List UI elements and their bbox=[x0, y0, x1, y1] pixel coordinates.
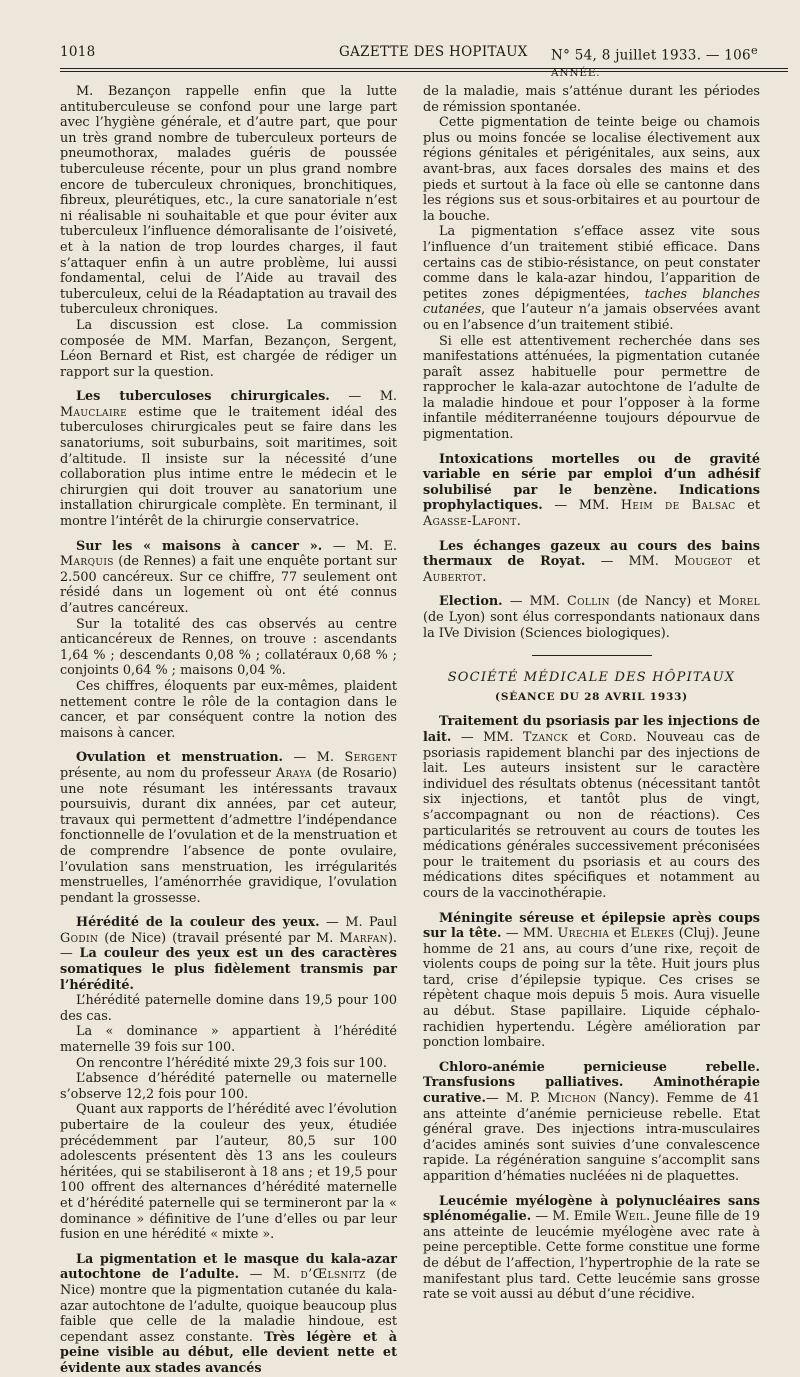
article-meningite: Méningite séreuse et épilepsie après coups sur la tête. — MM. Urechia et Elekes (Cluj). Jeune homme de 21 ans, au cours d’une rixe, reçoit de violents coups de poing sur la tête. Huit jours plus tard, crise d’épilepsie typique. Ces crises se répètent chaque mois depuis 5 mois. Aura visuelle au début. Stase papillaire. Liquide céphalo-rachidien hypertendu. Légère amélioration par ponction lombaire. bbox=[423, 910, 760, 1051]
article-echanges-gazeux: Les échanges gazeux au cours des bains thermaux de Royat. — MM. Mougeot et Aubertot. bbox=[423, 538, 760, 585]
right-column bbox=[423, 84, 760, 1303]
society-title: SOCIÉTÉ MÉDICALE DES HÔPITAUX bbox=[447, 670, 736, 686]
article-pigmentation-kala-azar: La pigmentation et le masque du kala-azar autochtone de l’adulte. — M. d’Œlsnitz (de Nice) montre que la pigmentation cutanée du kala-azar autochtone de l’adulte, quoique beaucoup plus faible que celle de la maladie hindoue, est cependant assez constante. Très légère et à peine visible au début, elle devient nette et évidente aux stades avancés bbox=[60, 1251, 398, 1376]
article-election: Election. — MM. Collin (de Nancy) et Morel (de Lyon) sont élus correspondants nationaux dans la IVe Division (Sciences biologiques). bbox=[423, 594, 760, 641]
article-intoxications: Intoxications mortelles ou de gravité variable en série par emploi d’un adhésif solubilisé par le benzène. Indications prophylactiques. — MM. Heim de Balsac et Agasse-Lafont. bbox=[423, 451, 760, 530]
paragraph: Quant aux rapports de l’hérédité avec l’évolution pubertaire de la couleur des yeux, étudiée précédemment par l’auteur, 80,5 sur 100 adolescents présentent dès 13 ans les couleurs héritées, qui se stabiliseront à 18 ans ; et 19,5 pour 100 offrent des alternances d’hérédité maternelle et d’hérédité paternelle qui se termineront par la « dominance » définitive de l’une d’elles ou par leur fusion en une hérédité « mixte ». bbox=[60, 1102, 397, 1243]
page-number: 1018 bbox=[60, 44, 96, 60]
journal-title: GAZETTE DES HOPITAUX bbox=[339, 44, 528, 60]
paragraph: On rencontre l’hérédité mixte 29,3 fois sur 100. bbox=[76, 1055, 387, 1071]
article-tuberculoses-chirurgicales: Les tuberculoses chirurgicales. — M. Mauclaire estime que le traitement idéal des tuberculoses chirurgicales peut se faire dans les sanatoriums, soit suburbains, soit maritimes, soit d’altitude. Il insiste sur la nécessité d’une collaboration plus intime entre le médecin et le chirurgien qui doit trouver au sanatorium une installation chirurgicale complète. En terminant, il montre l’intérêt de la chirurgie conservatrice. bbox=[60, 389, 397, 530]
paragraph: L’hérédité paternelle domine dans 19,5 pour 100 des cas. bbox=[60, 993, 397, 1024]
paragraph: Ces chiffres, éloquents par eux-mêmes, plaident nettement contre le rôle de la contagion dans le cancer, et par conséquent contre la notion des maisons à cancer. bbox=[60, 678, 397, 741]
paragraph: Si elle est attentivement recherchée dans ses manifestations atténuées, la pigmentation cutanée paraît assez habituelle pour permettre de rapprocher le kala-azar autochtone de l’adulte de la maladie hindoue et pour l’opposer à la forme infantile méditerranéenne toujours dépourvue de pigmentation. bbox=[423, 333, 760, 443]
article-leucemie: Leucémie myélogène à polynucléaires sans splénomégalie. — M. Emile Weil. Jeune fille de 19 ans atteinte de leucémie myélogène avec rate à peine perceptible. Cette forme constitue une forme de début de l’affection, l’hypertrophie de la rate se manifestant plus tard. Cette leucémie sans grosse rate se voit aussi au début d’une récidive. bbox=[423, 1193, 760, 1303]
paragraph: La discussion est close. La commission composée de MM. Marfan, Bezançon, Sergent, Léon Bernard et Rist, est chargée de rédiger un rapport sur la question. bbox=[60, 317, 397, 380]
article-maisons-a-cancer: Sur les « maisons à cancer ». — M. E. Marquis (de Rennes) a fait une enquête portant sur 2.500 cancéreux. Sur ce chiffre, 77 seulement ont résidé dans un logement où ont été connus d’autres cancéreux. bbox=[60, 538, 397, 616]
article-heredite-yeux: Hérédité de la couleur des yeux. — M. Paul Godin (de Nice) (travail présenté par M. Marfan). — La couleur des yeux est un des caractères somatiques le plus fidèlement transmis par l’hérédité. bbox=[60, 915, 398, 993]
page-header bbox=[60, 44, 788, 79]
paragraph: La « dominance » appartient à l’hérédité maternelle 39 fois sur 100. bbox=[60, 1024, 397, 1056]
article-ovulation: Ovulation et menstruation. — M. Sergent présente, au nom du professeur Araya (de Rosario) une note résumant les intéressants travaux poursuivis, durant dix années, par cet auteur, travaux qui permettent d’admettre l’indépendance fonctionnelle de l’ovulation et de la menstruation et de comprendre l’absence de ponte ovulaire, l’ovulation sans menstruation, les irrégularités menstruelles, l’aménorrhée gravidique, l’ovulation pendant la grossesse. bbox=[60, 750, 398, 906]
left-column bbox=[60, 84, 397, 1377]
divider bbox=[532, 655, 652, 656]
paragraph: de la maladie, mais s’atténue durant les périodes de rémission spontanée. bbox=[423, 84, 760, 115]
article-psoriasis: Traitement du psoriasis par les injections de lait. — MM. Tzanck et Cord. Nouveau cas de psoriasis rapidement blanchi par des injections de lait. Les auteurs insistent sur le caractère individuel des résultats obtenus (nécessitant tantôt six injections, et tantôt plus de vingt, s’accompagnant ou non de réactions). Ces particularités se retrouvent au cours de toutes les médications générales successivement préconisées pour le traitement du psoriasis et au cours des médications dites spécifiques et notamment au cours de la vaccinothérapie. bbox=[423, 714, 760, 901]
paragraph: L’absence d’hérédité paternelle ou maternelle s’observe 12,2 fois pour 100. bbox=[60, 1071, 397, 1102]
article-chloro-anemie: Chloro-anémie pernicieuse rebelle. Transfusions palliatives. Aminothérapie curative.— M. P. Michon (Nancy). Femme de 41 ans atteinte d’anémie pernicieuse rebelle. Etat général grave. Des injections intra-musculaires d’acides aminés sont suivies d’une convalescence rapide. La régénération sanguine s’accomplit sans apparition d’hématies nucléées ni de plaquettes. bbox=[423, 1059, 760, 1184]
session-date: (SÉANCE DU 28 AVRIL 1933) bbox=[495, 690, 688, 703]
issue-info: N° 54, 8 juillet 1933. — 106e ANNÉE. bbox=[551, 44, 758, 79]
paragraph: Sur la totalité des cas observés au centre anticancéreux de Rennes, on trouve : ascendants 1,64 % ; descendants 0,08 % ; collatéraux 0,68 % ; conjoints 0,64 % ; maisons 0,04 %. bbox=[60, 616, 397, 679]
paragraph: La pigmentation s’efface assez vite sous l’influence d’un traitement stibié efficace. Dans certains cas de stibio-résistance, on peut constater comme dans le kala-azar hindou, l’apparition de petites zones dépigmentées, taches blanches cutanées, que l’auteur n’a jamais observées avant ou en l’absence d’un traitement stibié. bbox=[423, 224, 760, 333]
society-heading bbox=[423, 655, 760, 705]
header-rule bbox=[60, 68, 788, 72]
paragraph: M. Bezançon rappelle enfin que la lutte antituberculeuse se confond pour une large part avec l’hygiène générale, et d’autre part, que pour un très grand nombre de tuberculeux porteurs de pneumothorax, malades guéris de poussée tuberculeuse récente, pour un plus grand nombre encore de tuberculeux chroniques, bronchitiques, fibreux, pleurétiques, etc., la cure sanatoriale n’est ni réalisable ni souhaitable et que pour éviter aux tuberculeux l’influence démoralisante de l’oisiveté, et à la nation de trop lourdes charges, il faut s’attaquer enfin à un autre problème, lui aussi fondamental, celui de l’Aide au travail des tuberculeux, celui de la Réadaptation au travail des tuberculeux chroniques. bbox=[60, 84, 397, 318]
paragraph: Cette pigmentation de teinte beige ou chamois plus ou moins foncée se localise électivement aux régions génitales et périgénitales, aux seins, aux avant-bras, aux faces dorsales des mains et des pieds et surtout à la face où elle se cantonne dans les régions sus et sous-orbitaires et au pourtour de la bouche. bbox=[423, 115, 760, 224]
